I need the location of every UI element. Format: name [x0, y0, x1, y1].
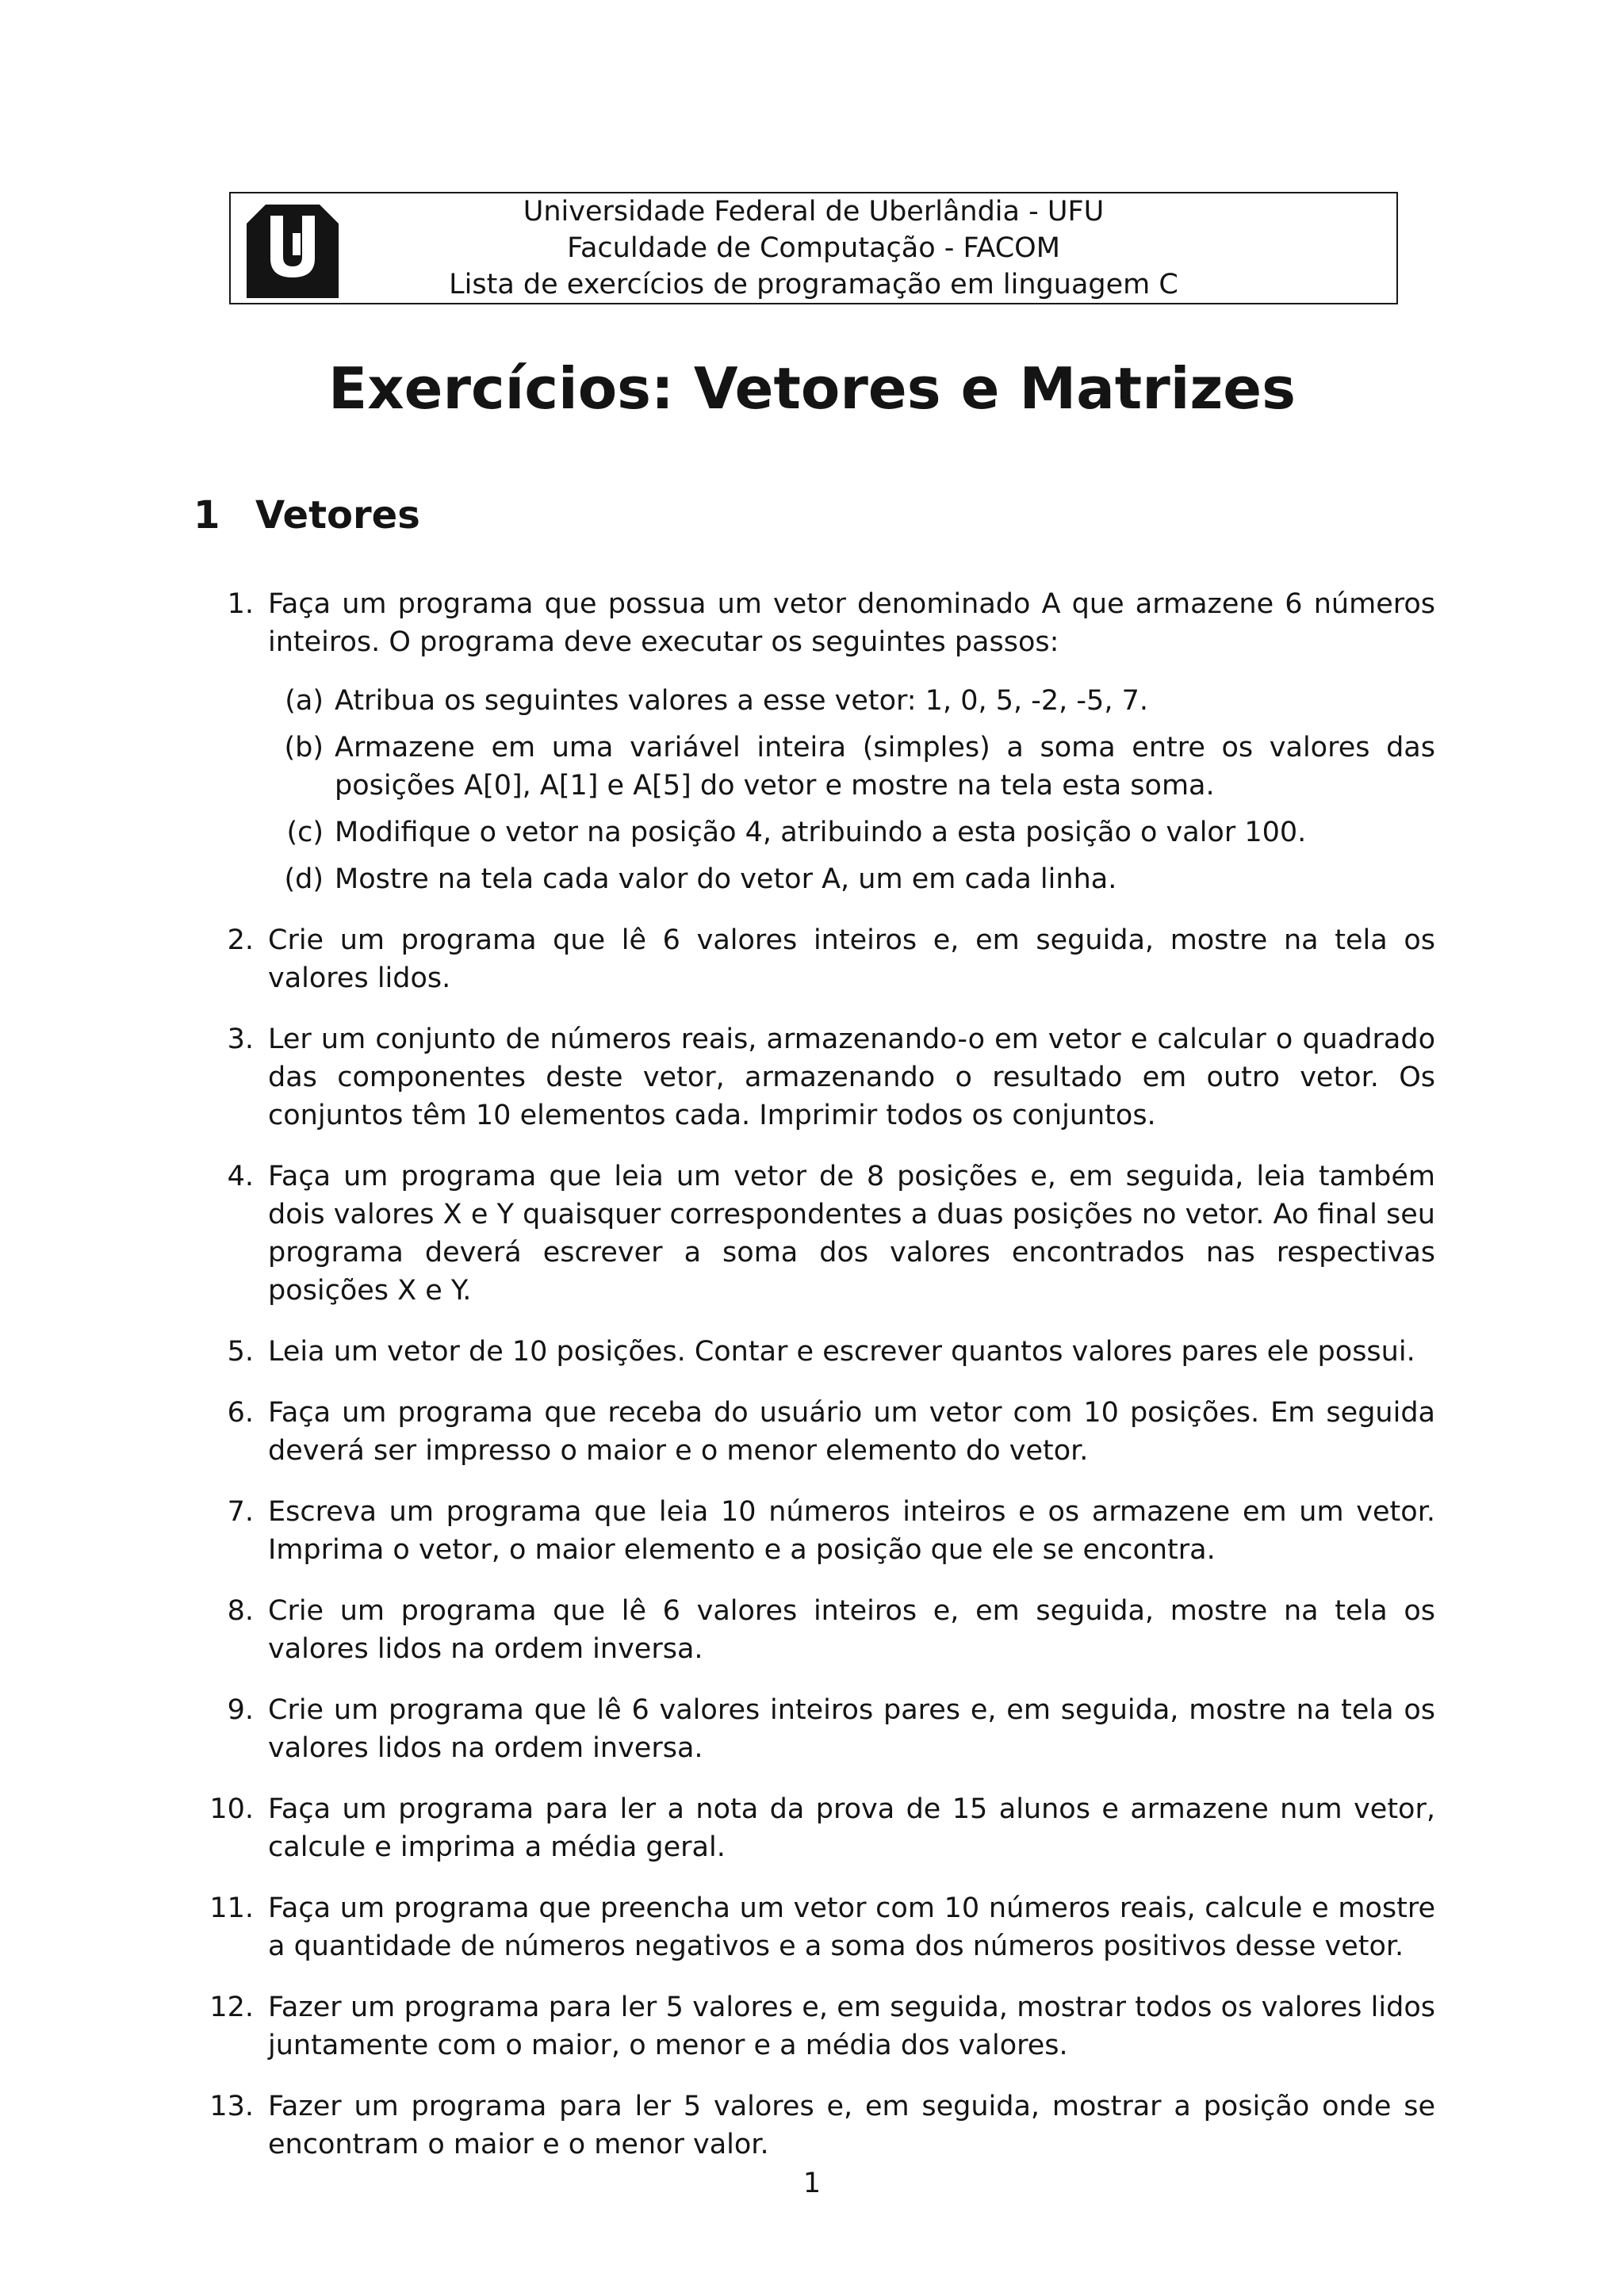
exercise-text: Faça um programa para ler a nota da prova de 15 alunos e armazene num vetor, calcule e imprima a média geral.: [268, 1793, 1435, 1863]
exercise-number: 5.: [227, 1336, 254, 1368]
exercise-item: [190, 1790, 1435, 1866]
section-title: Vetores: [255, 493, 420, 538]
exercise-list: [190, 585, 1435, 2187]
sub-item: [268, 860, 1435, 898]
section-number: 1: [193, 493, 220, 538]
exercise-text: Faça um programa que receba do usuário um vetor com 10 posições. Em seguida deverá ser impresso o maior e o menor elemento do vetor.: [268, 1397, 1435, 1467]
sub-item-text: Atribua os seguintes valores a esse vetor: 1, 0, 5, -2, -5, 7.: [335, 685, 1148, 717]
sub-item: [268, 682, 1435, 720]
exercise-item: [190, 921, 1435, 997]
exercise-text: Fazer um programa para ler 5 valores e, em seguida, mostrar todos os valores lidos juntamente com o maior, o menor e a média dos valores.: [268, 1992, 1435, 2061]
exercise-text: Escreva um programa que leia 10 números inteiros e os armazene em um vetor. Imprima o vetor, o maior elemento e a posição que ele se encontra.: [268, 1496, 1435, 1566]
section-heading: [193, 490, 420, 541]
exercise-item: [190, 1493, 1435, 1569]
exercise-text: Faça um programa que possua um vetor denominado A que armazene 6 números inteiros. O programa deve executar os seguintes passos:: [268, 588, 1435, 658]
exercise-number: 11.: [209, 1892, 254, 1924]
exercise-text: Faça um programa que leia um vetor de 8 posições e, em seguida, leia também dois valores X e Y quaisquer correspondentes a duas posições no vetor. Ao final seu programa deverá escrever a soma dos valores encontrados nas respectivas posições X e Y.: [268, 1161, 1435, 1307]
exercise-item: [190, 1158, 1435, 1310]
exercise-number: 13.: [209, 2091, 254, 2122]
exercise-number: 9.: [227, 1694, 254, 1726]
exercise-number: 10.: [209, 1793, 254, 1825]
university-name: Universidade Federal de Uberlândia - UFU: [523, 196, 1105, 228]
list-subtitle: Lista de exercícios de programação em linguagem C: [449, 269, 1178, 300]
sub-item: [268, 813, 1435, 851]
faculty-name: Faculdade de Computação - FACOM: [567, 232, 1060, 264]
exercise-item: [190, 1333, 1435, 1371]
sub-item-label: (d): [284, 863, 324, 895]
sub-item-label: (b): [284, 732, 324, 763]
header-box: [229, 192, 1398, 304]
exercise-number: 6.: [227, 1397, 254, 1429]
exercise-number: 12.: [209, 1992, 254, 2023]
sub-item-list: [268, 682, 1435, 898]
exercise-number: 2.: [227, 924, 254, 956]
exercise-text: Ler um conjunto de números reais, armazenando-o em vetor e calcular o quadrado das componentes deste vetor, armazenando o resultado em outro vetor. Os conjuntos têm 10 elementos cada. Imprimir todos os conjuntos.: [268, 1024, 1435, 1131]
exercise-item: [190, 1988, 1435, 2064]
exercise-item: [190, 2087, 1435, 2164]
sub-item-text: Armazene em uma variável inteira (simples) a soma entre os valores das posições A[0], A[1] e A[5] do vetor e mostre na tela esta soma.: [335, 732, 1435, 802]
exercise-text: Crie um programa que lê 6 valores inteiros e, em seguida, mostre na tela os valores lidos.: [268, 924, 1435, 994]
sub-item-label: (a): [285, 685, 324, 717]
exercise-item: [190, 1691, 1435, 1767]
exercise-item: [190, 1592, 1435, 1668]
exercise-number: 3.: [227, 1024, 254, 1055]
exercise-text: Fazer um programa para ler 5 valores e, em seguida, mostrar a posição onde se encontram o maior e o menor valor.: [268, 2091, 1435, 2160]
sub-item-text: Mostre na tela cada valor do vetor A, um em cada linha.: [335, 863, 1117, 895]
exercise-item: [190, 585, 1435, 898]
sub-item: [268, 729, 1435, 805]
header-text: [231, 193, 1396, 303]
page-number: 1: [802, 2168, 822, 2199]
exercise-item: [190, 1394, 1435, 1470]
exercise-text: Crie um programa que lê 6 valores inteiros pares e, em seguida, mostre na tela os valores lidos na ordem inversa.: [268, 1694, 1435, 1764]
exercise-number: 8.: [227, 1595, 254, 1627]
exercise-text: Crie um programa que lê 6 valores inteiros e, em seguida, mostre na tela os valores lidos na ordem inversa.: [268, 1595, 1435, 1665]
exercise-item: [190, 1020, 1435, 1135]
document-title: Exercícios: Vetores e Matrizes: [328, 355, 1296, 422]
exercise-item: [190, 1889, 1435, 1965]
exercise-text: Faça um programa que preencha um vetor com 10 números reais, calcule e mostre a quantidade de números negativos e a soma dos números positivos desse vetor.: [268, 1892, 1435, 1962]
sub-item-label: (c): [286, 817, 324, 848]
exercise-number: 4.: [227, 1161, 254, 1192]
exercise-text: Leia um vetor de 10 posições. Contar e escrever quantos valores pares ele possui.: [268, 1336, 1415, 1368]
exercise-number: 7.: [227, 1496, 254, 1528]
sub-item-text: Modifique o vetor na posição 4, atribuindo a esta posição o valor 100.: [335, 817, 1307, 848]
exercise-number: 1.: [227, 588, 254, 620]
